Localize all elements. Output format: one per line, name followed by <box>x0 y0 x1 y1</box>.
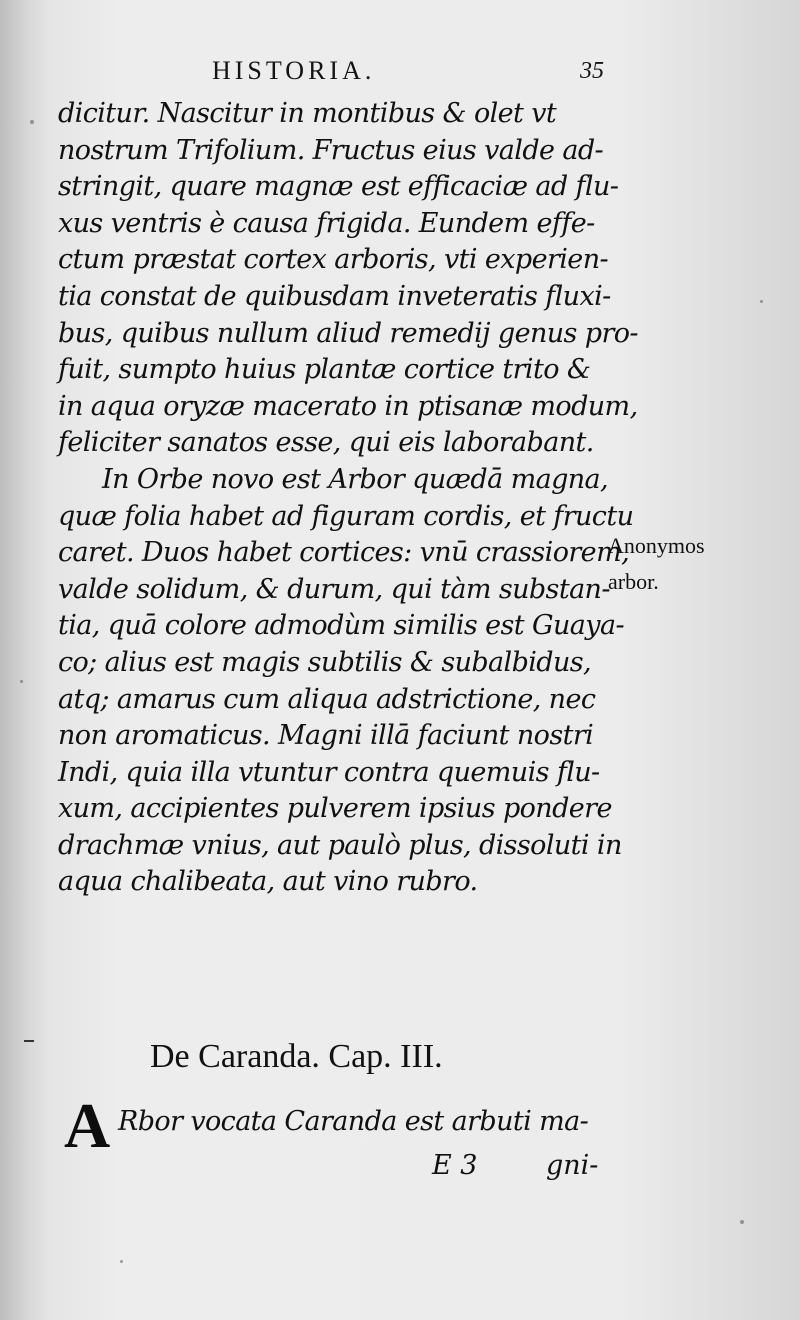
page-number: 35 <box>580 58 604 84</box>
signature-mark: E 3 <box>432 1150 478 1181</box>
paper-speck <box>740 1220 744 1224</box>
paper-speck <box>30 120 34 124</box>
text-line: stringit, quare magnæ est efficaciæ ad flu- <box>58 171 619 203</box>
text-line: non aromaticus. Magni illā faciunt nostri <box>58 720 594 752</box>
running-title: HISTORIA. <box>212 56 376 85</box>
text-line: valde solidum, & durum, qui tàm substan- <box>58 573 610 605</box>
text-line: aqua chalibeata, aut vino rubro. <box>58 866 478 898</box>
text-line: quæ folia habet ad figuram cordis, et fructu <box>58 500 634 532</box>
text-line: atq; amarus cum aliqua adstrictione, nec <box>58 683 596 715</box>
text-line: feliciter sanatos esse, qui eis laborabant. <box>58 427 594 459</box>
text-line: Indi, quia illa vtuntur contra quemuis flu- <box>58 756 600 788</box>
drop-cap-initial: A <box>64 1090 111 1161</box>
marginal-note-line: arbor. <box>608 569 659 594</box>
text-line: ctum præstat cortex arboris, vti experien- <box>58 244 609 276</box>
body-text <box>58 96 638 901</box>
text-line: xus ventris è causa frigida. Eundem effe- <box>58 207 595 239</box>
text-line: drachmæ vnius, aut paulò plus, dissoluti in <box>58 829 622 861</box>
page-footer <box>432 1150 632 1190</box>
paper-speck <box>120 1260 123 1263</box>
text-line: co; alius est magis subtilis & subalbidus, <box>58 646 592 678</box>
running-head <box>212 56 612 96</box>
marginal-note <box>608 528 748 600</box>
chapter-first-line: Rbor vocata Caranda est arbuti ma- <box>118 1106 589 1137</box>
text-line: xum, accipientes pulverem ipsius pondere <box>58 793 612 825</box>
chapter-heading: De Caranda. Cap. III. <box>150 1038 443 1075</box>
text-line: in aqua oryzæ macerato in ptisanæ modum, <box>58 390 638 422</box>
text-line: bus, quibus nullum aliud remedij genus pro- <box>58 317 638 349</box>
book-page <box>52 0 752 1320</box>
text-line: nostrum Trifolium. Fructus eius valde ad- <box>58 134 604 166</box>
book-gutter <box>0 0 48 1320</box>
catchword: gni- <box>546 1150 599 1181</box>
text-line: fuit, sumpto huius plantæ cortice trito & <box>58 354 591 386</box>
text-line: tia, quā colore admodùm similis est Guaya- <box>58 610 624 642</box>
stray-mark <box>24 1040 34 1042</box>
paper-speck <box>20 680 23 683</box>
marginal-note-line: Anonymos <box>608 533 705 558</box>
text-line: tia constat de quibusdam inveteratis fluxi- <box>58 280 611 312</box>
text-line: caret. Duos habet cortices: vnū crassiorem, <box>58 537 630 569</box>
paragraph-start-line: In Orbe novo est Arbor quædā magna, <box>102 463 609 495</box>
paper-speck <box>760 300 763 303</box>
text-line: dicitur. Nascitur in montibus & olet vt <box>58 98 557 129</box>
